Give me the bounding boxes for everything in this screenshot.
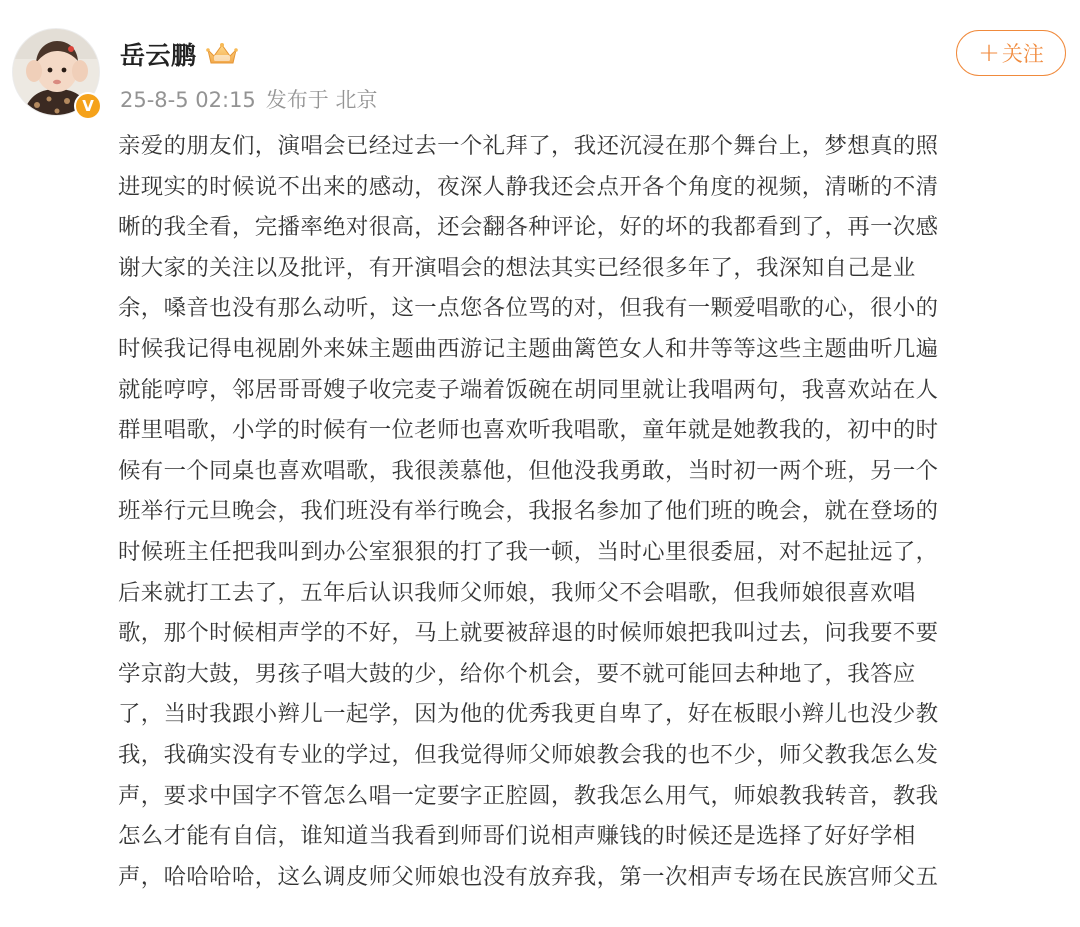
post-body-line: 时候班主任把我叫到办公室狠狠的打了我一顿，当时心里很委屈，对不起扯远了， <box>118 538 939 565</box>
post-body-line: 声，哈哈哈哈，这么调皮师父师娘也没有放弃我，第一次相声专场在民族宫师父五 <box>118 863 939 890</box>
author-name[interactable]: 岳云鹏 <box>120 41 197 70</box>
post-body-line: 就能哼哼，邻居哥哥嫂子收完麦子端着饭碗在胡同里就让我唱两句，我喜欢站在人 <box>118 376 939 403</box>
vip-crown-icon[interactable] <box>205 41 239 67</box>
verified-v-icon: V <box>76 94 100 118</box>
post-body-line: 余，嗓音也没有那么动听，这一点您各位骂的对，但我有一颗爱唱歌的心，很小的 <box>118 295 939 322</box>
post-header <box>0 0 1080 126</box>
post-body-line: 进现实的时候说不出来的感动，夜深人静我还会点开各个角度的视频，清晰的不清 <box>118 173 939 200</box>
post-body-line: 我，我确实没有专业的学过，但我觉得师父师娘教会我的也不少，师父教我怎么发 <box>118 741 939 768</box>
post-body-line: 了，当时我跟小辫儿一起学，因为他的优秀我更自卑了，好在板眼小辫儿也没少教 <box>118 701 939 728</box>
post-timestamp[interactable]: 25-8-5 02:15 <box>120 88 256 112</box>
post-meta <box>120 84 387 114</box>
post-body-line: 谢大家的关注以及批评，有开演唱会的想法其实已经很多年了，我深知自己是业 <box>118 254 916 281</box>
post-body-line: 时候我记得电视剧外来妹主题曲西游记主题曲篱笆女人和井等等这些主题曲听几遍 <box>118 335 939 362</box>
post-body-line: 亲爱的朋友们，演唱会已经过去一个礼拜了，我还沉浸在那个舞台上，梦想真的照 <box>118 133 939 159</box>
post-body-line: 怎么才能有自信，谁知道当我看到师哥们说相声赚钱的时候还是选择了好好学相 <box>118 823 916 850</box>
follow-label: 关注 <box>1001 42 1044 66</box>
post-body-line: 声，要求中国字不管怎么唱一定要字正腔圆，教我怎么用气，师娘教我转音，教我 <box>118 782 939 809</box>
post-location: 发布于 北京 <box>265 88 378 112</box>
verified-badge <box>74 92 102 120</box>
post-body-line: 班举行元旦晚会，我们班没有举行晚会，我报名参加了他们班的晚会，就在登场的 <box>118 498 939 525</box>
post-body-line: 后来就打工去了，五年后认识我师父师娘，我师父不会唱歌，但我师娘很喜欢唱 <box>118 579 916 606</box>
post-body-line: 学京韵大鼓，男孩子唱大鼓的少，给你个机会，要不就可能回去种地了，我答应 <box>118 660 916 687</box>
username-row <box>120 36 239 72</box>
post-body-line: 晰的我全看，完播率绝对很高，还会翻各种评论，好的坏的我都看到了，再一次感 <box>118 214 939 241</box>
post-body-text <box>118 126 1066 897</box>
follow-button[interactable] <box>956 30 1066 76</box>
post-body-line: 歌，那个时候相声学的不好，马上就要被辞退的时候师娘把我叫过去，问我要不要 <box>118 620 939 647</box>
post-body-line: 候有一个同桌也喜欢唱歌，我很羡慕他，但他没我勇敢，当时初一两个班，另一个 <box>118 457 939 484</box>
post-body-line: 群里唱歌，小学的时候有一位老师也喜欢听我唱歌，童年就是她教我的，初中的时 <box>118 417 939 444</box>
plus-icon: + <box>978 38 1000 68</box>
